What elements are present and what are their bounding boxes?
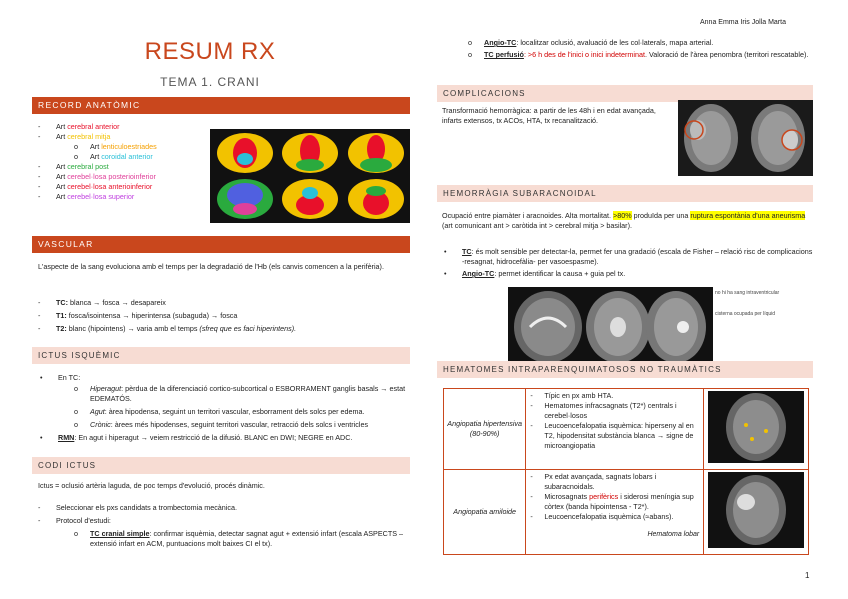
table-cell	[526, 470, 704, 555]
brain-territories-icon	[210, 129, 410, 223]
table-cell	[704, 389, 809, 470]
list-item: • Angio-TC: permet identificar la causa + guia pel tx.	[442, 269, 813, 279]
author-name: Anna Emma Iris Jolla Marta	[700, 19, 786, 26]
page-number: 1	[805, 571, 810, 580]
table-cell: Angiopatia hipertensiva (80-90%)	[444, 389, 526, 470]
vascular-intro: L'aspecte de la sang evoluciona amb el temps per la degradació de l'Hb (els canvis comencen a la perifèria).	[38, 262, 384, 271]
section-header-codi-ictus: CODI ICTUS	[32, 457, 410, 474]
list-item: o TC perfusió: >6 h des de l'inici o inici indeterminat. Valoració de l'àrea penombra (territori rescatable).	[432, 50, 812, 60]
ct-scan-icon	[508, 287, 713, 366]
page-subtitle: TEMA 1. CRANI	[160, 75, 260, 89]
list-item: • RMN: En agut i hiperagut → veiem restricció de la difusió. BLANC en DWI; NEGRE en ADC.	[38, 433, 410, 443]
vascular-territories-image	[210, 129, 410, 223]
list-item: - Art cerebral anterior	[38, 122, 213, 132]
hsa-ct-image	[508, 287, 713, 366]
record-list	[38, 122, 213, 202]
hsa-list	[442, 247, 813, 279]
list-item: - Art cerebral post	[38, 162, 213, 172]
page-title: RESUM RX	[144, 38, 276, 65]
list-item: o Art lenticuloestriades	[38, 142, 213, 152]
vascular-list	[38, 298, 410, 334]
hematomes-table	[443, 388, 809, 555]
ct-scan-icon	[708, 472, 804, 548]
hsa-text: Ocupació entre piamàter i aracnoides. Alta mortalitat. >80% produïda per una ruptura espontània d'una aneurisma (art comunicant ant > caròtida int > cerebral mitja > basilar).	[442, 211, 806, 230]
table-cell: Angiopatia amiloide	[444, 470, 526, 555]
complicacions-text: Transformació hemorràgica: a partir de les 48h i en edat avançada, infarts extensos, tx ACOs, HTA, tx recanalització.	[442, 106, 656, 125]
list-item: - Leucoencefalopatia isquèmica: hiperseny al en T2, hipodensitat substància blanca → signe de microangiopatia	[530, 421, 699, 451]
list-item: o Agut: àrea hipodensa, seguint un territori vascular, esborrament dels solcs per edema.	[38, 407, 410, 417]
section-header-record: RECORD ANATÒMIC	[32, 97, 410, 114]
ct-scan-icon	[708, 391, 804, 463]
codi-intro: Ictus = oclusió artèria laguda, de poc temps d'evolució, procés dinàmic.	[38, 481, 265, 490]
codi-list	[38, 503, 410, 549]
list-item: o Crònic: àrees més hipodenses, seguint territori vascular, retracció dels solcs i ventricles	[38, 420, 410, 430]
list-item: - Protocol d'estudi:	[38, 516, 410, 526]
list-item: - T1: fosca/isointensa → hiperintensa (subaguda) → fosca	[38, 311, 410, 321]
section-header-hsa: HEMORRÀGIA SUBARACNOIDAL	[437, 185, 813, 202]
list-item: - Leucoencefalopatia isquèmica (≈abans).	[530, 512, 699, 522]
list-item: - Seleccionar els pxs candidats a trombectomia mecànica.	[38, 503, 410, 513]
list-item: - Art cerebral mitja	[38, 132, 213, 142]
ct-scan-icon	[678, 100, 813, 176]
ictus-list	[38, 373, 410, 443]
list-item: o Angio-TC: localitzar oclusió, avaluació de les col·laterals, mapa arterial.	[432, 38, 812, 48]
table-caption: Hematoma lobar	[647, 531, 700, 538]
list-item: - TC: blanca → fosca → desapareix	[38, 298, 410, 308]
list-item: • En TC:	[38, 373, 410, 383]
list-item: - Microsagnats perifèrics i siderosi meníngia sup còrtex (banda hipointensa - T2*).	[530, 492, 699, 512]
list-item: o Art coroidal anterior	[38, 152, 213, 162]
list-item: - Típic en px amb HTA.	[530, 391, 699, 401]
list-item: - Art cerebel·losa posterioinferior	[38, 172, 213, 182]
section-header-vascular: VASCULAR	[32, 236, 410, 253]
table-cell	[704, 470, 809, 555]
list-item: o TC cranial simple: confirmar isquèmia, detectar sagnat agut + extensió infart (escala ASPECTS – extensió infart en ACM, puntuacions molt baixes CI el tx).	[38, 529, 410, 549]
list-item: - Art cerebel·losa anterioinferior	[38, 182, 213, 192]
section-header-complicacions: COMPLICACIONS	[437, 85, 813, 102]
list-item: - T2: blanc (hipointens) → varia amb el temps (sfreq que es faci hiperintens).	[38, 324, 410, 334]
right-top-list	[432, 38, 812, 60]
table-cell	[526, 389, 704, 470]
list-item: o Hiperagut: pèrdua de la diferenciació cortico-subcortical o ESBORRAMENT ganglis basals → estat EDEMATÓS.	[38, 384, 410, 404]
amyloid-ct-image	[708, 472, 804, 548]
hsa-image-note: no hi ha sang intraventricular cisterna ocupada per líquid	[715, 290, 780, 317]
table-row	[444, 389, 809, 470]
list-item: • TC: és molt sensible per detectar-la, permet fer una gradació (escala de Fisher – relació risc de complicacions -resagnat, hidrocefàlia- per vasoespasme).	[442, 247, 813, 267]
complicacions-ct-image	[678, 100, 813, 176]
list-item: - Art cerebel·losa superior	[38, 192, 213, 202]
hypertensive-ct-image	[708, 391, 804, 463]
section-header-ictus: ICTUS ISQUÈMIC	[32, 347, 410, 364]
section-header-hematomes: HEMATOMES INTRAPARENQUIMATOSOS NO TRAUMÀTICS	[437, 361, 813, 378]
list-item: - Px edat avançada, sagnats lobars i subaracnoidals.	[530, 472, 699, 492]
table-row	[444, 470, 809, 555]
list-item: - Hematomes infracsagnats (T2*) centrals i cerebel·losos	[530, 401, 699, 421]
